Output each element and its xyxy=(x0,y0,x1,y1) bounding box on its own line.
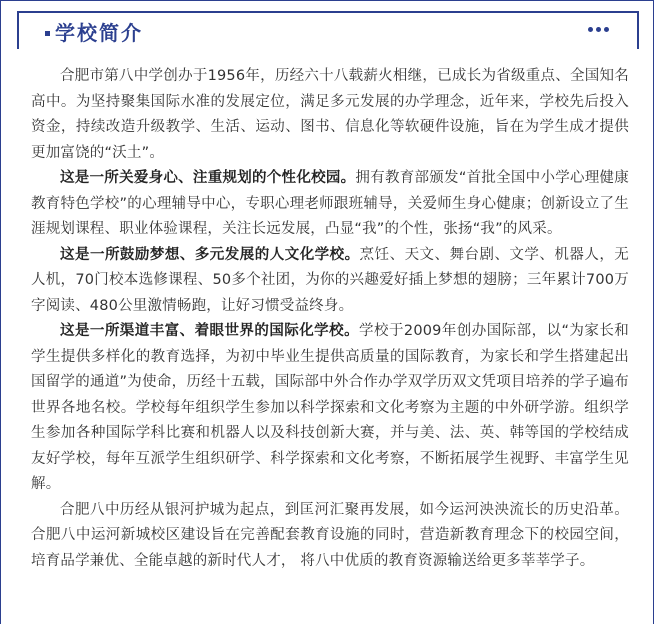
dot-icon xyxy=(588,27,593,32)
paragraph-text: 学校于2009年创办国际部，以“为家长和学生提供多样化的教育选择，为初中毕业生提供高质量的国际教育，为家长和学生搭建起出国留学的通道”为使命，历经十五载，国际部中外合作办学双学历双文凭项目培养的学子遍布世界各地名校。学校每年组织学生参加以科学探索和文化考察为主题的中外研学游。组织学生参加各种国际学科比赛和机器人以及科技创新大赛，并与美、法、英、韩等国的学校结成友好学校，每年互派学生组织研学、科学探索和文化考察，不断拓展学生视野、丰富学生见解。 xyxy=(31,323,629,492)
paragraph-text: 拥有教育部颁发“首批全国中小学心理健康教育特色学校”的心理辅导中心，专职心理老师跟班辅导，关爱师生身心健康；创新设立了生涯规划课程、职业体验课程，关注长远发展，凸显“我”的个性，张扬“我”的风采。 xyxy=(31,170,630,237)
paragraph-text: 合肥市第八中学创办于1956年，历经六十八载薪火相继，已成长为省级重点、全国知名高中。为坚持聚集国际水准的发展定位，满足多元发展的办学理念，近年来，学校先后投入资金，持续改造升级教学、生活、运动、图书、信息化等软硬件设施，旨在为学生成才提供更加富饶的“沃土”。 xyxy=(31,68,629,161)
paragraph-humanities xyxy=(31,243,629,320)
title-group xyxy=(45,18,143,48)
paragraph-text: 合肥八中历经从银河护城为起点，到匡河汇聚再发展，如今运河泱泱流长的历史沿革。合肥八中运河新城校区建设旨在完善配套教育设施的同时，营造新教育理念下的校园空间，培育品学兼优、全能卓越的新时代人才， 将八中优质的教育资源输送给更多莘莘学子。 xyxy=(31,501,629,569)
article-body xyxy=(31,64,629,574)
paragraph-intro xyxy=(31,64,629,166)
paragraph-lead: 这是一所鼓励梦想、多元发展的人文化学校。 xyxy=(60,246,360,263)
dot-icon xyxy=(604,27,609,32)
section-header xyxy=(17,11,639,49)
section-title: 学校简介 xyxy=(55,21,143,45)
paragraph-lead: 这是一所渠道丰富、着眼世界的国际化学校。 xyxy=(60,323,360,339)
paragraph-history xyxy=(31,498,629,575)
paragraph-text: 烹饪、天文、舞台剧、文学、机器人，无人机，70门校本选修课程、50多个社团，为你的兴趣爱好插上梦想的翅膀；三年累计700万字阅读、480公里激情畅跑，让好习惯受益终身。 xyxy=(31,246,629,314)
dot-icon xyxy=(596,27,601,32)
paragraph-international xyxy=(31,319,629,498)
paragraph-lead: 这是一所关爱身心、注重规划的个性化校园。 xyxy=(60,170,356,186)
more-dots-icon[interactable] xyxy=(588,27,609,32)
title-bullet-icon xyxy=(45,31,50,36)
paragraph-wellbeing xyxy=(31,166,629,243)
